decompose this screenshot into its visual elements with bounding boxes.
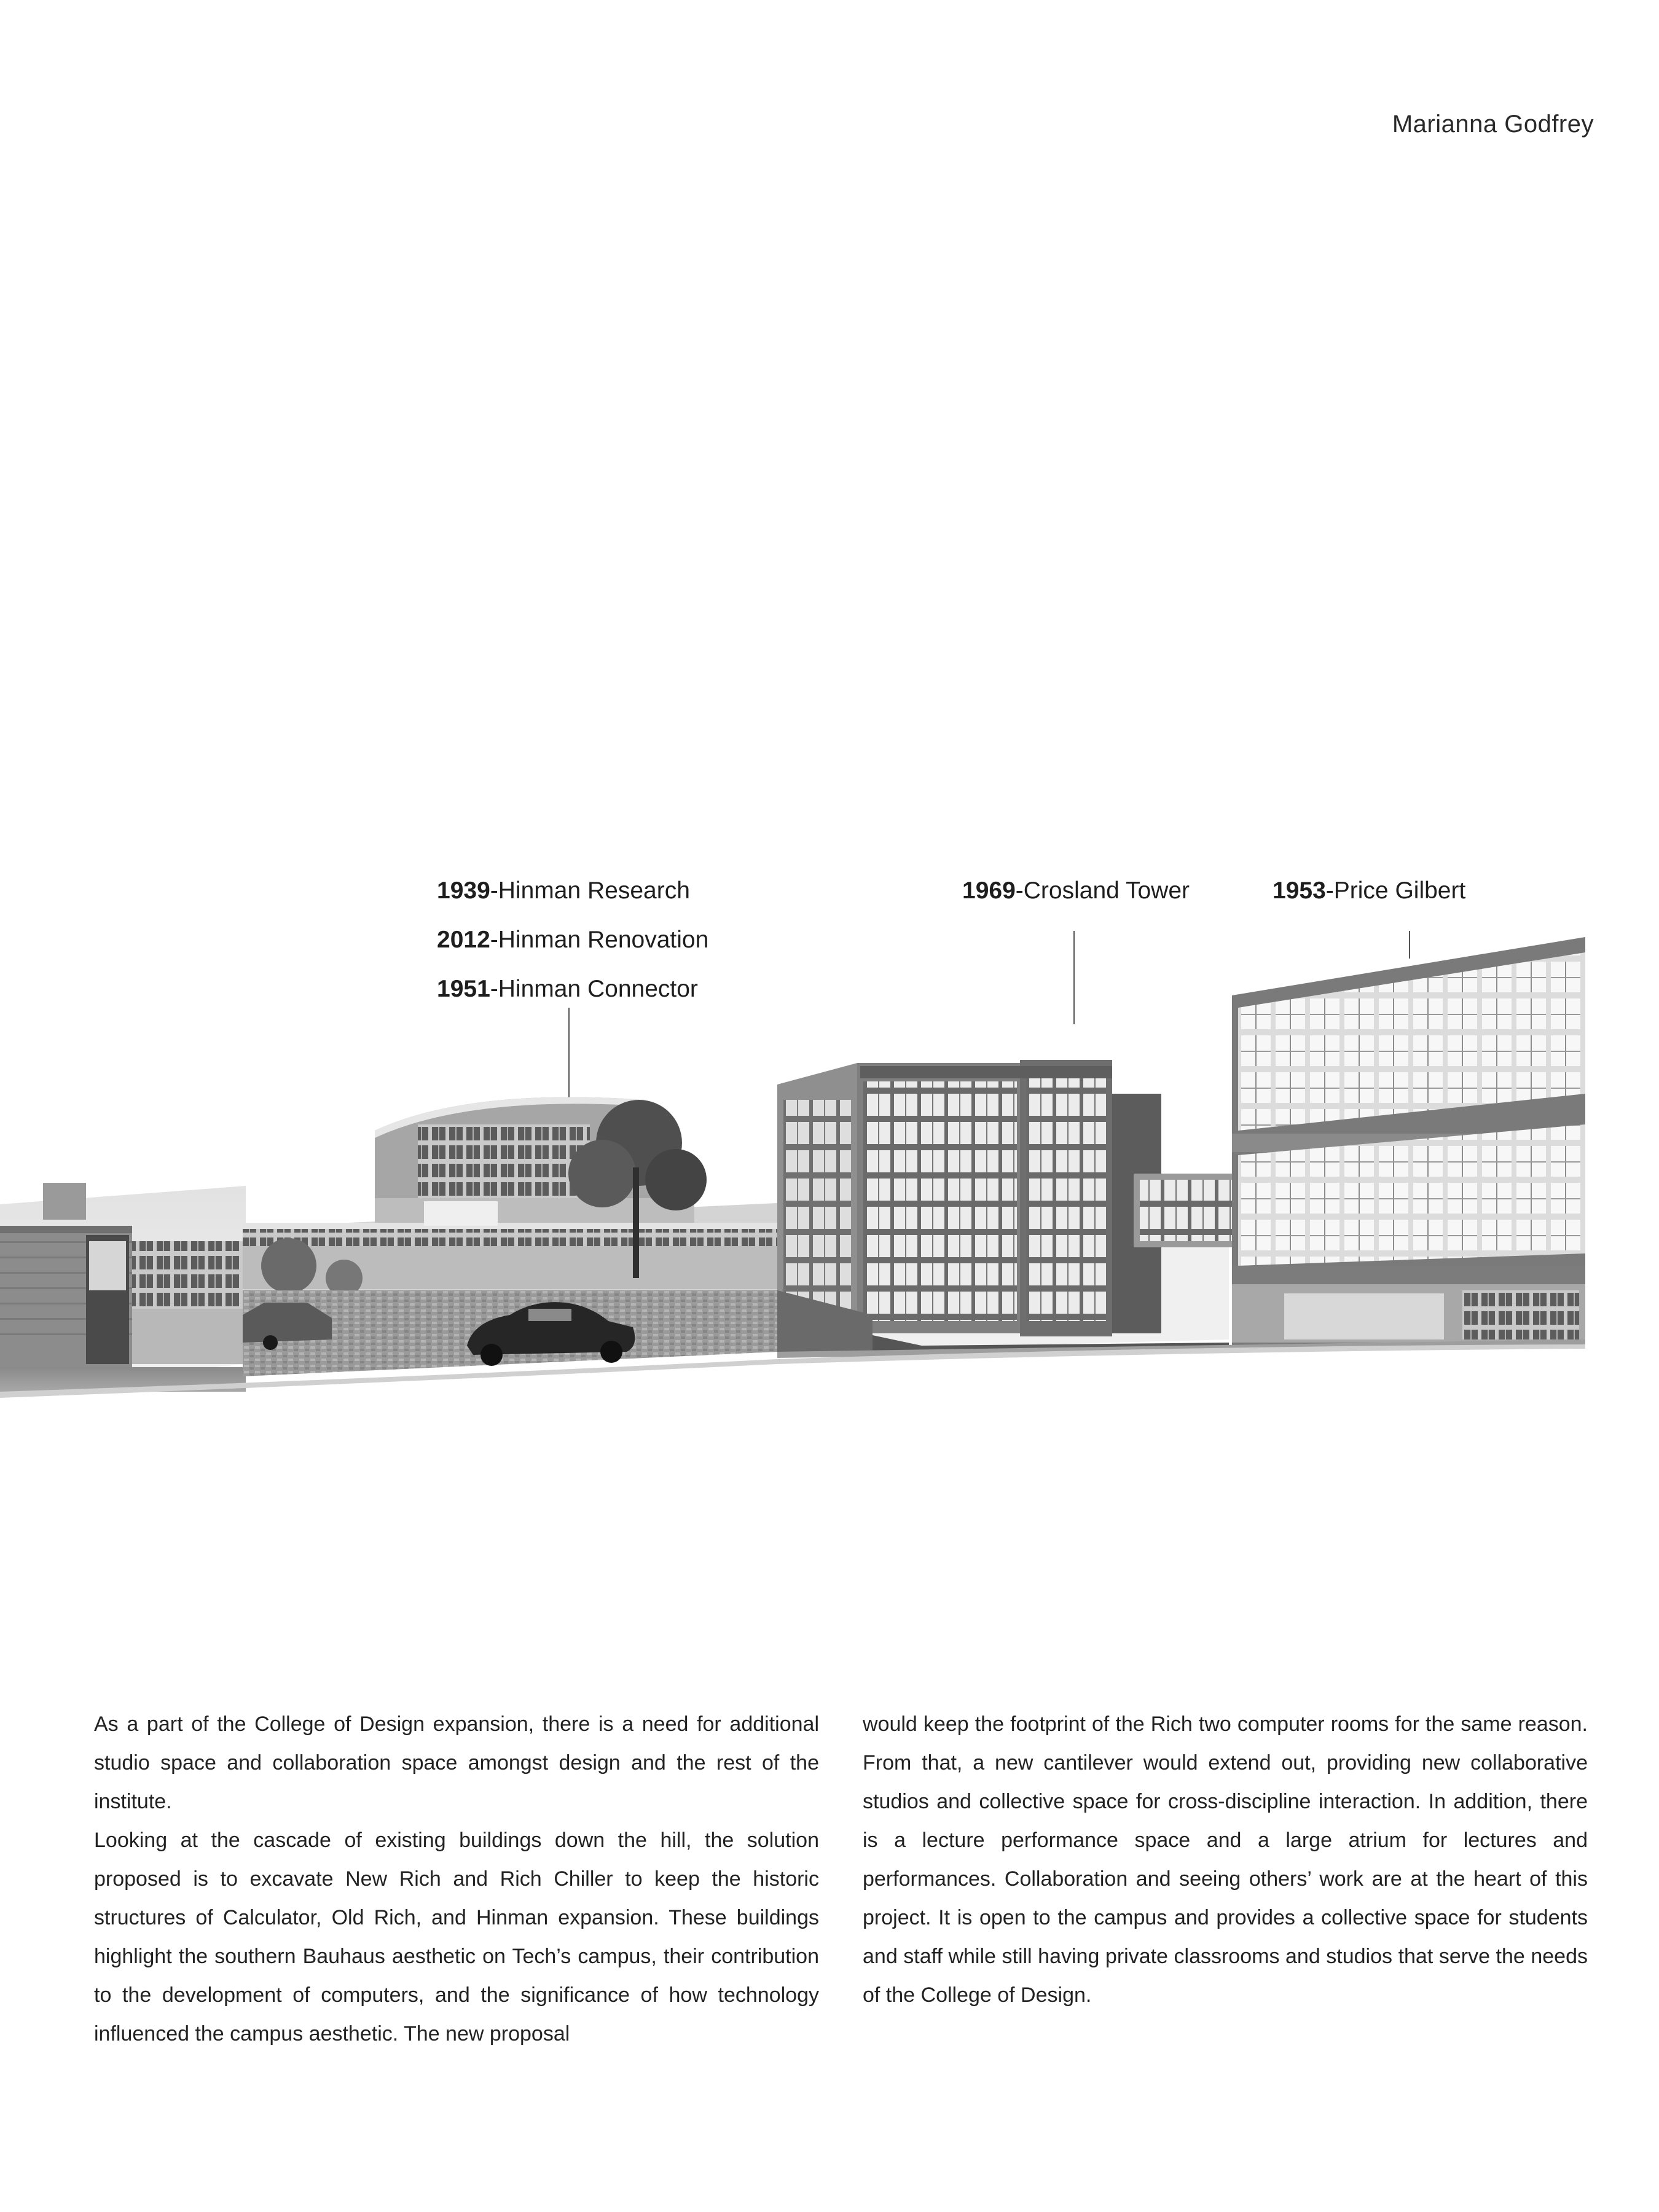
paragraph: would keep the footprint of the Rich two computer rooms for the same reason. From that, a new cantilever would extend out, providing new collaborative studios and collective space for cross-discipline interaction. In addition, there is a lecture performance space and a large atrium for lectures and performances. Collaboration and seeing others’ work are at the heart of this project. It is open to the campus and provides a collective space for students and staff while still having private classrooms and studios that serve the needs of the College of Design.	[863, 1712, 1588, 2007]
label-name: -Hinman Research	[490, 877, 690, 904]
label-crosland-tower	[962, 877, 1190, 904]
label-year: 1939	[437, 877, 490, 904]
campus-panorama-image	[0, 922, 1659, 1413]
label-year: 1951	[437, 976, 490, 1002]
label-name: -Hinman Connector	[490, 976, 698, 1002]
label-name: -Crosland Tower	[1015, 877, 1190, 904]
body-text-left	[94, 1705, 819, 2053]
label-year: 1953	[1273, 877, 1326, 904]
label-hinman-research	[437, 877, 690, 904]
paragraph: As a part of the College of Design expansion, there is a need for additional studio space and collaboration space amongst design and the rest of the institute.	[94, 1712, 819, 1813]
author-name: Marianna Godfrey	[1392, 111, 1594, 138]
label-price-gilbert	[1273, 877, 1465, 904]
label-year: 2012	[437, 927, 490, 953]
paragraph: Looking at the cascade of existing buildings down the hill, the solution proposed is to excavate New Rich and Rich Chiller to keep the historic structures of Calculator, Old Rich, and Hinman expansion. These buildings highlight the southern Bauhaus aesthetic on Tech’s campus, their contribution to the development of computers, and the significance of how technology influenced the campus aesthetic. The new proposal	[94, 1829, 819, 2045]
label-name: -Hinman Renovation	[490, 927, 709, 953]
label-name: -Price Gilbert	[1325, 877, 1466, 904]
body-text-right	[863, 1705, 1588, 2015]
label-year: 1969	[962, 877, 1016, 904]
